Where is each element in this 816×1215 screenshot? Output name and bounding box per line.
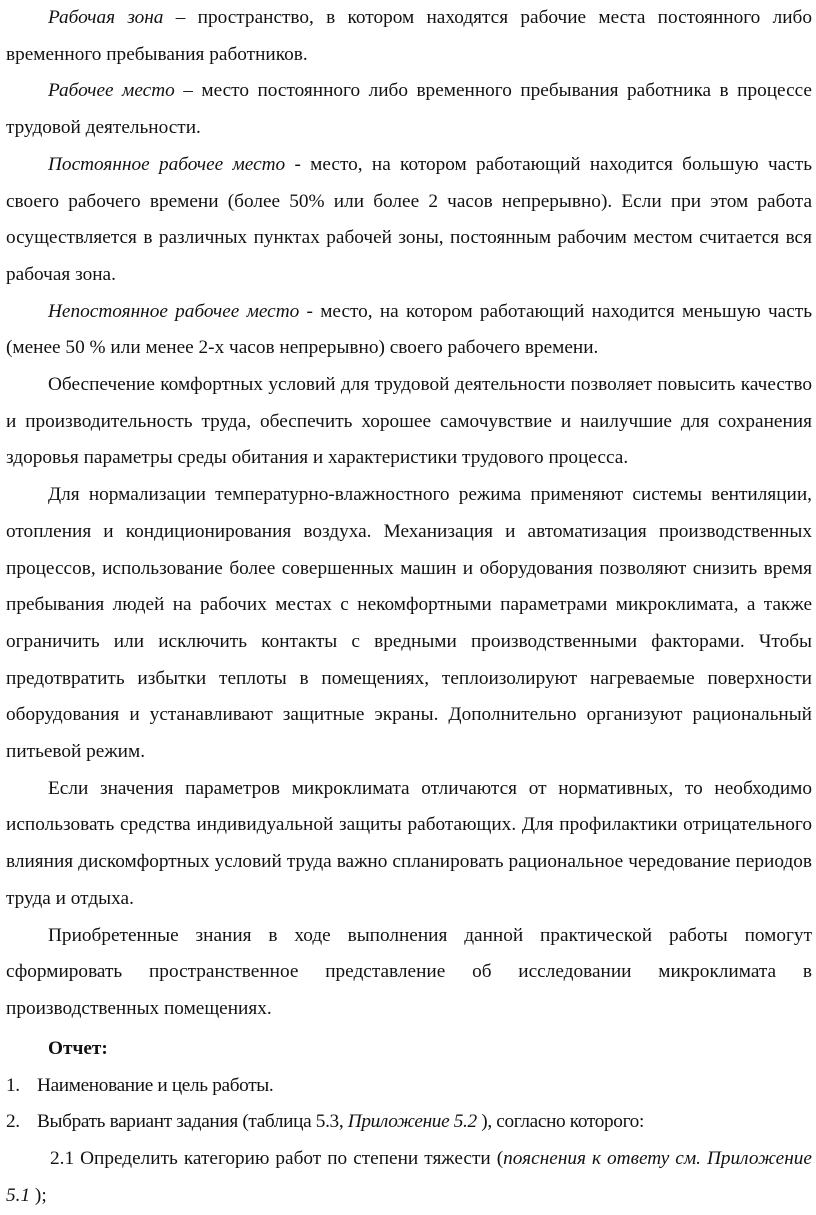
definition-text: - место, на котором работающий находится меньшую часть (менее 50 % или менее 2-х часов непрерывно) своего рабочего времени.: [6, 300, 812, 359]
report-list-item: [6, 1104, 812, 1141]
sub-item-italic: пояснения к ответу см. Приложение 5.1: [6, 1148, 812, 1206]
definition-text: – пространство, в котором находятся рабочие места постоянного либо временного пребывания работников.: [6, 7, 812, 65]
sub-item-text: 2.1 Определить категорию работ по степени тяжести (: [50, 1148, 504, 1170]
list-text-after: ), согласно которого:: [476, 1111, 644, 1133]
definition-paragraph: [6, 147, 812, 294]
list-text: Наименование и цель работы.: [37, 1074, 274, 1096]
definition-text: – место постоянного либо временного пребывания работника в процессе трудовой деятельности.: [6, 80, 812, 139]
definition-paragraph: [6, 73, 812, 146]
list-text: Выбрать вариант задания (таблица 5.3,: [37, 1111, 348, 1133]
definition-text: - место, на котором работающий находится большую часть своего рабочего времени (более 50% или более 2 часов непрерывно). Если при этом работа осуществляется в различных пунктах рабочей зоны, постоянным рабочим местом считается вся рабочая зона.: [6, 153, 812, 285]
definition-term: Рабочее место: [48, 80, 175, 102]
document-page: [6, 0, 812, 1215]
list-number: 2.: [6, 1111, 20, 1133]
definition-paragraph: [6, 294, 812, 367]
body-paragraph: Приобретенные знания в ходе выполнения данной практической работы помогут сформировать пространственное представление об исследовании микроклимата в производственных помещениях.: [6, 924, 812, 1019]
report-list-item: [6, 1068, 812, 1105]
body-paragraph: Для нормализации температурно-влажностного режима применяют системы вентиляции, отопления и кондиционирования воздуха. Механизация и автоматизация производственных процессов, использование более совершенных машин и оборудования позволяют снизить время пребывания людей на рабочих местах с некомфортными параметрами микроклимата, а также ограничить или исключить контакты с вредными производственными факторами. Чтобы предотвратить избытки теплоты в помещениях, теплоизолируют нагреваемые поверхности оборудования и устанавливают защитные экраны. Дополнительно организуют рациональный питьевой режим.: [6, 484, 812, 763]
definition-term: Постоянное рабочее место: [48, 153, 286, 175]
report-title: Отчет:: [48, 1037, 108, 1059]
definition-term: Рабочая зона: [48, 7, 164, 28]
definition-term: Непостоянное рабочее место: [48, 300, 300, 322]
definition-paragraph: [6, 0, 812, 73]
list-italic-ref: Приложение 5.2: [347, 1111, 477, 1133]
report-sub-item: [6, 1141, 812, 1214]
list-number: 1.: [6, 1074, 20, 1096]
sub-item-text-after: );: [30, 1184, 47, 1206]
body-paragraph: Обеспечение комфортных условий для трудовой деятельности позволяет повысить качество и производительность труда, обеспечить хорошее самочувствие и наилучшие для сохранения здоровья параметры среды обитания и характеристики трудового процесса.: [6, 374, 812, 469]
body-paragraph: Если значения параметров микроклимата отличаются от нормативных, то необходимо использовать средства индивидуальной защиты работающих. Для профилактики отрицательного влияния дискомфортных условий труда важно спланировать рациональное чередование периодов труда и отдыха.: [6, 777, 812, 909]
